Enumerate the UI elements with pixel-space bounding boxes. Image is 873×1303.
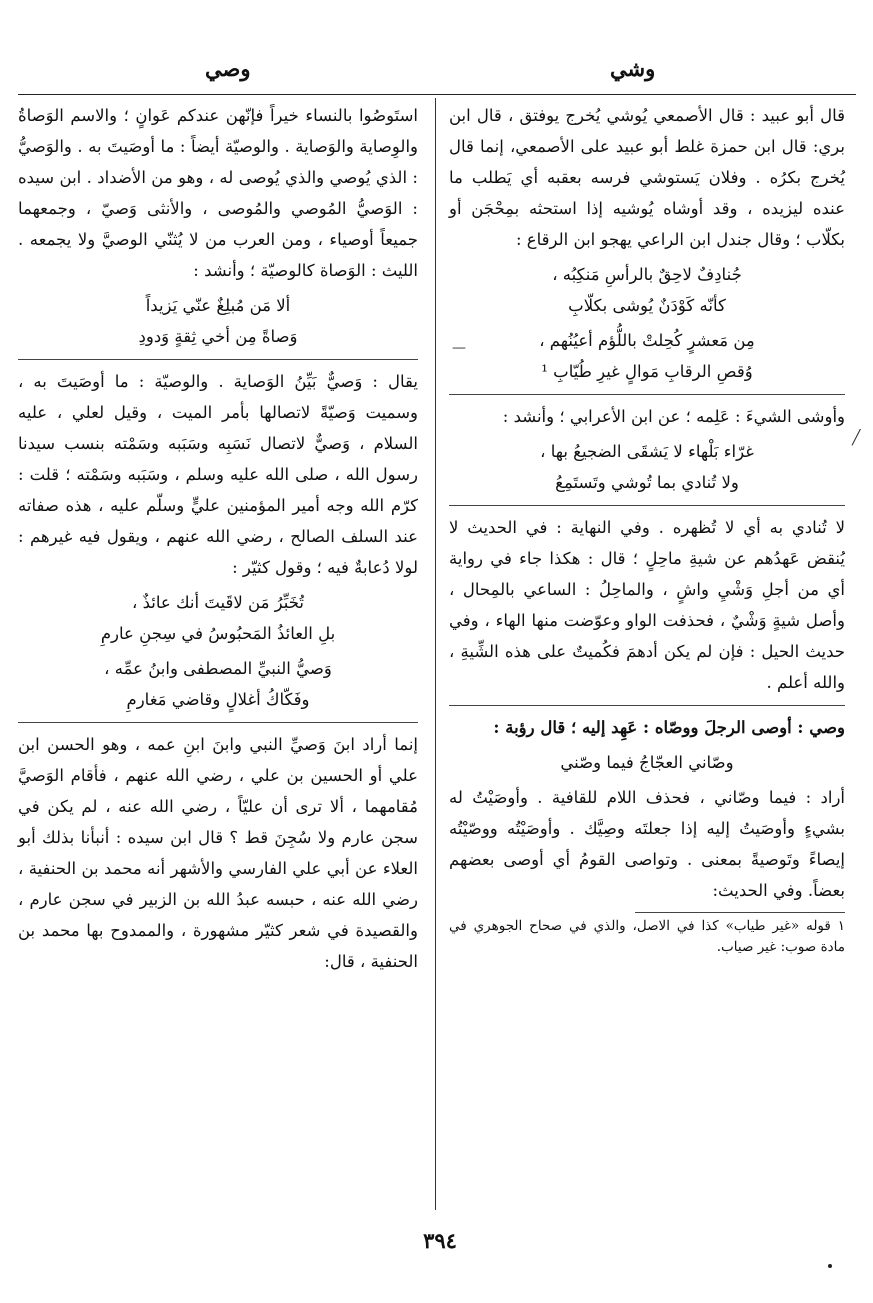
separator-rule (449, 505, 845, 506)
verse-line: بلِ العائذُ المَحبُوسُ في سِجنِ عارمِ (100, 624, 336, 643)
left-column (18, 100, 418, 977)
verse-block (449, 259, 845, 321)
verse-line: ألا مَن مُبلِغٌ عنّي يَزيداً (145, 296, 291, 315)
running-head-right: وشي (610, 56, 656, 81)
verse-line: وَصاةً مِن أخي ثِقةٍ وَدودِ (138, 327, 298, 346)
verse-block (449, 325, 845, 387)
page-number: ٣٩٤ (423, 1228, 457, 1253)
verse-block (18, 653, 418, 715)
verse-line: وصّاني العجّاجُ فيما وصّني (560, 753, 734, 772)
verse-line: وُقصِ الرقابِ مَوالٍ غيرِ طُيّابِ ¹ (541, 362, 753, 381)
ink-dot (828, 1264, 832, 1268)
entry-text: يقال : وَصيٌّ بَيِّنُ الوَصاية . والوصيّة : ما أوصَيتَ به ، وسميت وَصيّةً لاتصالها بأمر الميت ، وقيل لعلي ، عليه السلام ، وَصيٌّ لاتصال نَسَبِه وسَبَبه وسَمْته بنسب سيدنا رسول الله ، صلى الله عليه وسلم ، وسَبَبه وسَمْته ؛ قلت : كرّم الله وجه أمير المؤمنين عليٍّ وسلّم عليه ، هذه صفاته عند السلف الصالح ، رضي الله عنهم ، ويقول فيه غيرهم : لولا دُعابةٌ فيه ؛ وقول كثيّر : (18, 372, 418, 577)
right-column (449, 100, 845, 958)
entry-text: استَوصُوا بالنساء خيراً فإنّهن عندكم عَوانٍ ؛ والاسم الوَصاةُ والوِصاية والوَصاية . والوصيّة أيضاً : ما أوصَيتَ به . والوَصيُّ : الذي يُوصي والذي يُوصى له ، وهو من الأضداد . ابن سيده : الوَصيُّ المُوصي والمُوصى ، والأنثى وَصيّ ، وجمعهما جميعاً أوصياء ، ومن العرب من لا يُثنّي الوصيَّ ولا يجمعه . الليث : الوَصاة كالوصيّة ؛ وأنشد : (18, 106, 418, 280)
verse-block (449, 436, 845, 498)
footnote-rule (635, 912, 845, 913)
separator-rule (449, 394, 845, 395)
verse-block (18, 290, 418, 352)
footnote: ١ قوله «غير طياب» كذا في الاصل، والذي في صحاح الجوهري في مادة صوب: غير صياب. (449, 918, 845, 955)
entry-text: لا تُنادي به أي لا تُظهره . وفي النهاية : في الحديث لا يُنقض عَهدُهم عن شيةِ ماحِلٍ ؛ قال : هكذا جاء في رواية أي من أجلِ وَشْيِ واشٍ ، والماحِلُ : الساعي بالمِحال ، وأصل شيةٍ وَشْيٌ ، فحذفت الواو وعوّضت منها الهاء ، وفي حديث الحيل : فإن لم يكن أدهمَ فكُميتٌ على هذه الشِّيةِ ، والله أعلم . (449, 518, 845, 692)
entry-heading-text: وصي : أوصى الرجلَ ووصّاه : عَهِد إليه ؛ قال رؤبة : (493, 718, 845, 737)
verse-line: ولا تُنادي بما تُوشي وتَستَمِعُ (555, 473, 739, 492)
entry-text: قال أبو عبيد : قال الأصمعي يُوشي يُخرج يوفتق ، قال ابن بري: قال ابن حمزة غلط أبو عبيد على الأصمعي، إنما قال يُخرج بكرُه . وفلان يَستوشي فرسه بعقبه أي يَطلب ما عنده ليزيده ، وقد أوشاه يُوشيه إذا استحثه بمِحْجَن أو بكلّاب ؛ وقال جندل ابن الراعي يهجو ابن الرقاع : (449, 106, 845, 249)
verse-line: مِن مَعشرٍ كُحِلتْ باللُّؤم أعيُنُهم ، (539, 331, 755, 350)
page-header (0, 52, 873, 92)
entry-text: أراد : فيما وصّاني ، فحذف اللام للقافية . وأوصَيْتُ له بشيءٍ وأوصَيتُ إليه إذا جعلتَه وصِيَّك . وأوصَيْتُه ووصّيْتُه إيصاءً وتَوصيةً بمعنى . وتواصى القومُ أي أوصى بعضهم بعضاً. وفي الحديث: (449, 788, 845, 900)
verse-block (449, 747, 845, 778)
running-head-left: وصي (205, 56, 251, 81)
verse-line: غرّاء بَلْهاء لا يَشقَى الضجيعُ بها ، (540, 442, 754, 461)
margin-dash: — (452, 340, 466, 356)
verse-line: كأنّه كَوْدَنٌ يُوشى بكلّابِ (568, 296, 726, 315)
separator-rule (449, 705, 845, 706)
verse-line: وَصيُّ النبيِّ المصطفى وابنُ عمِّه ، (104, 659, 332, 678)
verse-block (18, 587, 418, 649)
column-divider (435, 98, 436, 1210)
verse-line: جُنادِفٌ لاحِقٌ بالرأسِ مَنكِبُه ، (552, 265, 742, 284)
header-rule (18, 94, 856, 95)
verse-line: وفَكّاكُ أغلالٍ وقاضي مَغارمِ (126, 690, 310, 709)
separator-rule (18, 722, 418, 723)
separator-rule (18, 359, 418, 360)
margin-tick: ╱ (852, 430, 861, 446)
verse-line: تُخَبِّرُ مَن لاقَيتَ أنك عائذٌ ، (132, 593, 304, 612)
entry-text: إنما أراد ابنَ وَصيِّ النبي وابنَ ابنِ عمه ، وهو الحسن ابن علي أو الحسين بن علي ، رضي الله عنهم ، فأقام الوَصيَّ مُقامهما ، ألا ترى أن عليّاً ، رضي الله عنه ، لم يكن في سجن عارم ولا سُجِنَ قط ؟ قال ابن سيده : أنبأنا بذلك أبو العلاء عن أبي علي الفارسي والأشهر أنه محمد بن الحنفية ، رضي الله عنه ، حبسه عبدُ الله بن الزبير في سجن عارم ، والقصيدة في شعر كثيّر مشهورة ، والممدوح بها محمد بن الحنفية ، قال: (18, 735, 418, 971)
entry-text: وأوشى الشيءَ : عَلِمه ؛ عن ابن الأعرابي ؛ وأنشد : (502, 407, 845, 426)
